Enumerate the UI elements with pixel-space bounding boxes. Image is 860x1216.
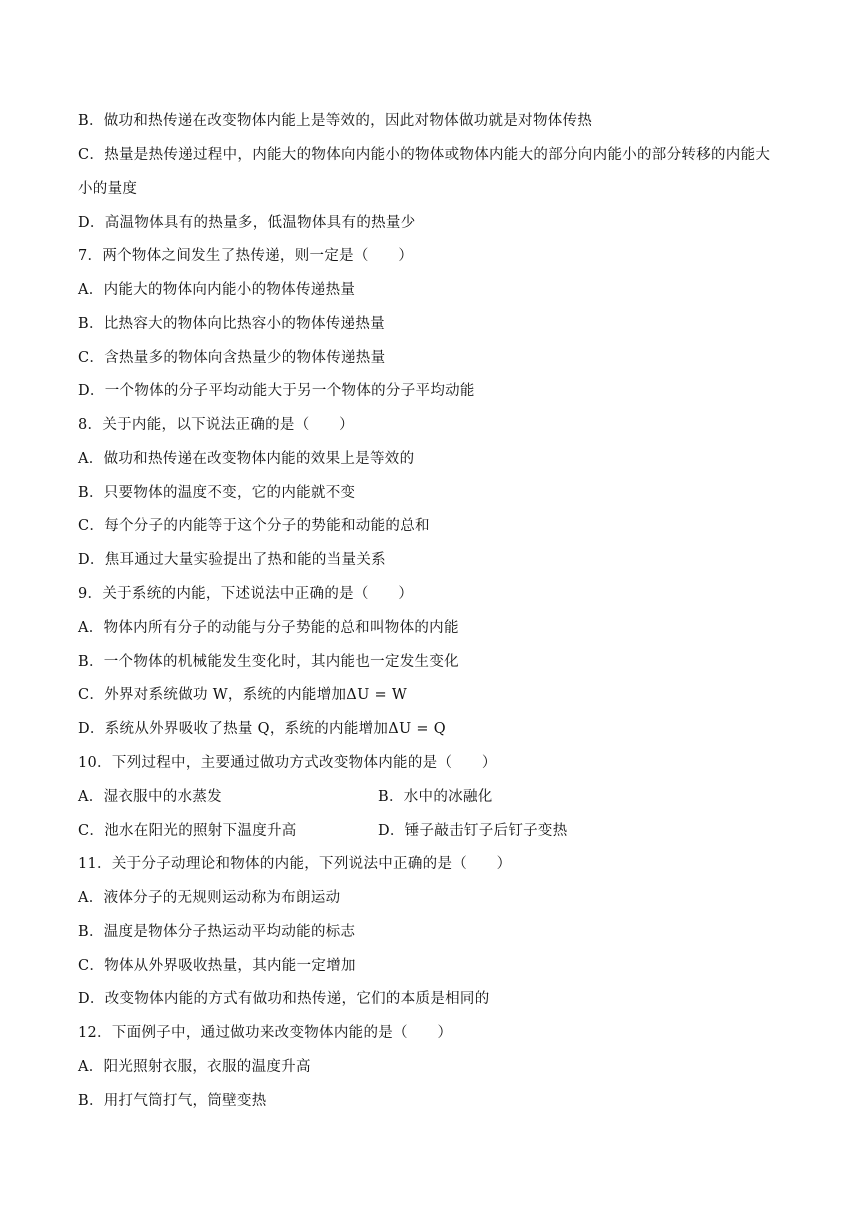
q11-option-a: A．液体分子的无规则运动称为布朗运动 xyxy=(78,890,341,906)
q7-option-a: A．内能大的物体向内能小的物体传递热量 xyxy=(78,282,356,298)
q6-option-c-line1: C．热量是热传递过程中，内能大的物体向内能小的物体或物体内能大的部分向内能小的部分转移的内能大 xyxy=(78,147,771,163)
q8-option-a: A．做功和热传递在改变物体内能的效果上是等效的 xyxy=(78,451,415,467)
q10-option-b: B．水中的冰融化 xyxy=(378,789,493,805)
question-8: 8．关于内能，以下说法正确的是（ ） xyxy=(78,417,354,433)
q12-option-b: B．用打气筒打气，筒壁变热 xyxy=(78,1093,267,1109)
q12-option-a: A．阳光照射衣服，衣服的温度升高 xyxy=(78,1059,311,1075)
question-12: 12．下面例子中，通过做功来改变物体内能的是（ ） xyxy=(78,1025,453,1041)
q8-option-d: D．焦耳通过大量实验提出了热和能的当量关系 xyxy=(78,552,386,568)
question-9: 9．关于系统的内能，下述说法中正确的是（ ） xyxy=(78,586,414,602)
q10-option-d: D．锤子敲击钉子后钉子变热 xyxy=(378,823,568,839)
question-10: 10．下列过程中，主要通过做功方式改变物体内能的是（ ） xyxy=(78,755,497,771)
q9-option-d: D．系统从外界吸收了热量 Q，系统的内能增加ΔU = Q xyxy=(78,721,446,737)
q9-option-c: C．外界对系统做功 W，系统的内能增加ΔU = W xyxy=(78,687,408,703)
q6-option-d: D．高温物体具有的热量多，低温物体具有的热量少 xyxy=(78,215,416,231)
q11-option-d: D．改变物体内能的方式有做功和热传递，它们的本质是相同的 xyxy=(78,991,490,1007)
q11-option-b: B．温度是物体分子热运动平均动能的标志 xyxy=(78,924,356,940)
q7-option-d: D．一个物体的分子平均动能大于另一个物体的分子平均动能 xyxy=(78,383,475,399)
q8-option-b: B．只要物体的温度不变，它的内能就不变 xyxy=(78,485,356,501)
q7-option-c: C．含热量多的物体向含热量少的物体传递热量 xyxy=(78,350,386,366)
question-7: 7．两个物体之间发生了热传递，则一定是（ ） xyxy=(78,248,414,264)
q7-option-b: B．比热容大的物体向比热容小的物体传递热量 xyxy=(78,316,385,332)
q6-option-c-line2: 小的量度 xyxy=(78,181,138,197)
q10-option-a: A．湿衣服中的水蒸发 xyxy=(78,789,222,805)
question-11: 11．关于分子动理论和物体的内能，下列说法中正确的是（ ） xyxy=(78,856,512,872)
q9-option-a: A．物体内所有分子的动能与分子势能的总和叫物体的内能 xyxy=(78,620,459,636)
q10-option-c: C．池水在阳光的照射下温度升高 xyxy=(78,823,297,839)
q8-option-c: C．每个分子的内能等于这个分子的势能和动能的总和 xyxy=(78,518,430,534)
q11-option-c: C．物体从外界吸收热量，其内能一定增加 xyxy=(78,958,356,974)
q9-option-b: B．一个物体的机械能发生变化时，其内能也一定发生变化 xyxy=(78,654,459,670)
q6-option-b: B．做功和热传递在改变物体内能上是等效的，因此对物体做功就是对物体传热 xyxy=(78,113,593,129)
